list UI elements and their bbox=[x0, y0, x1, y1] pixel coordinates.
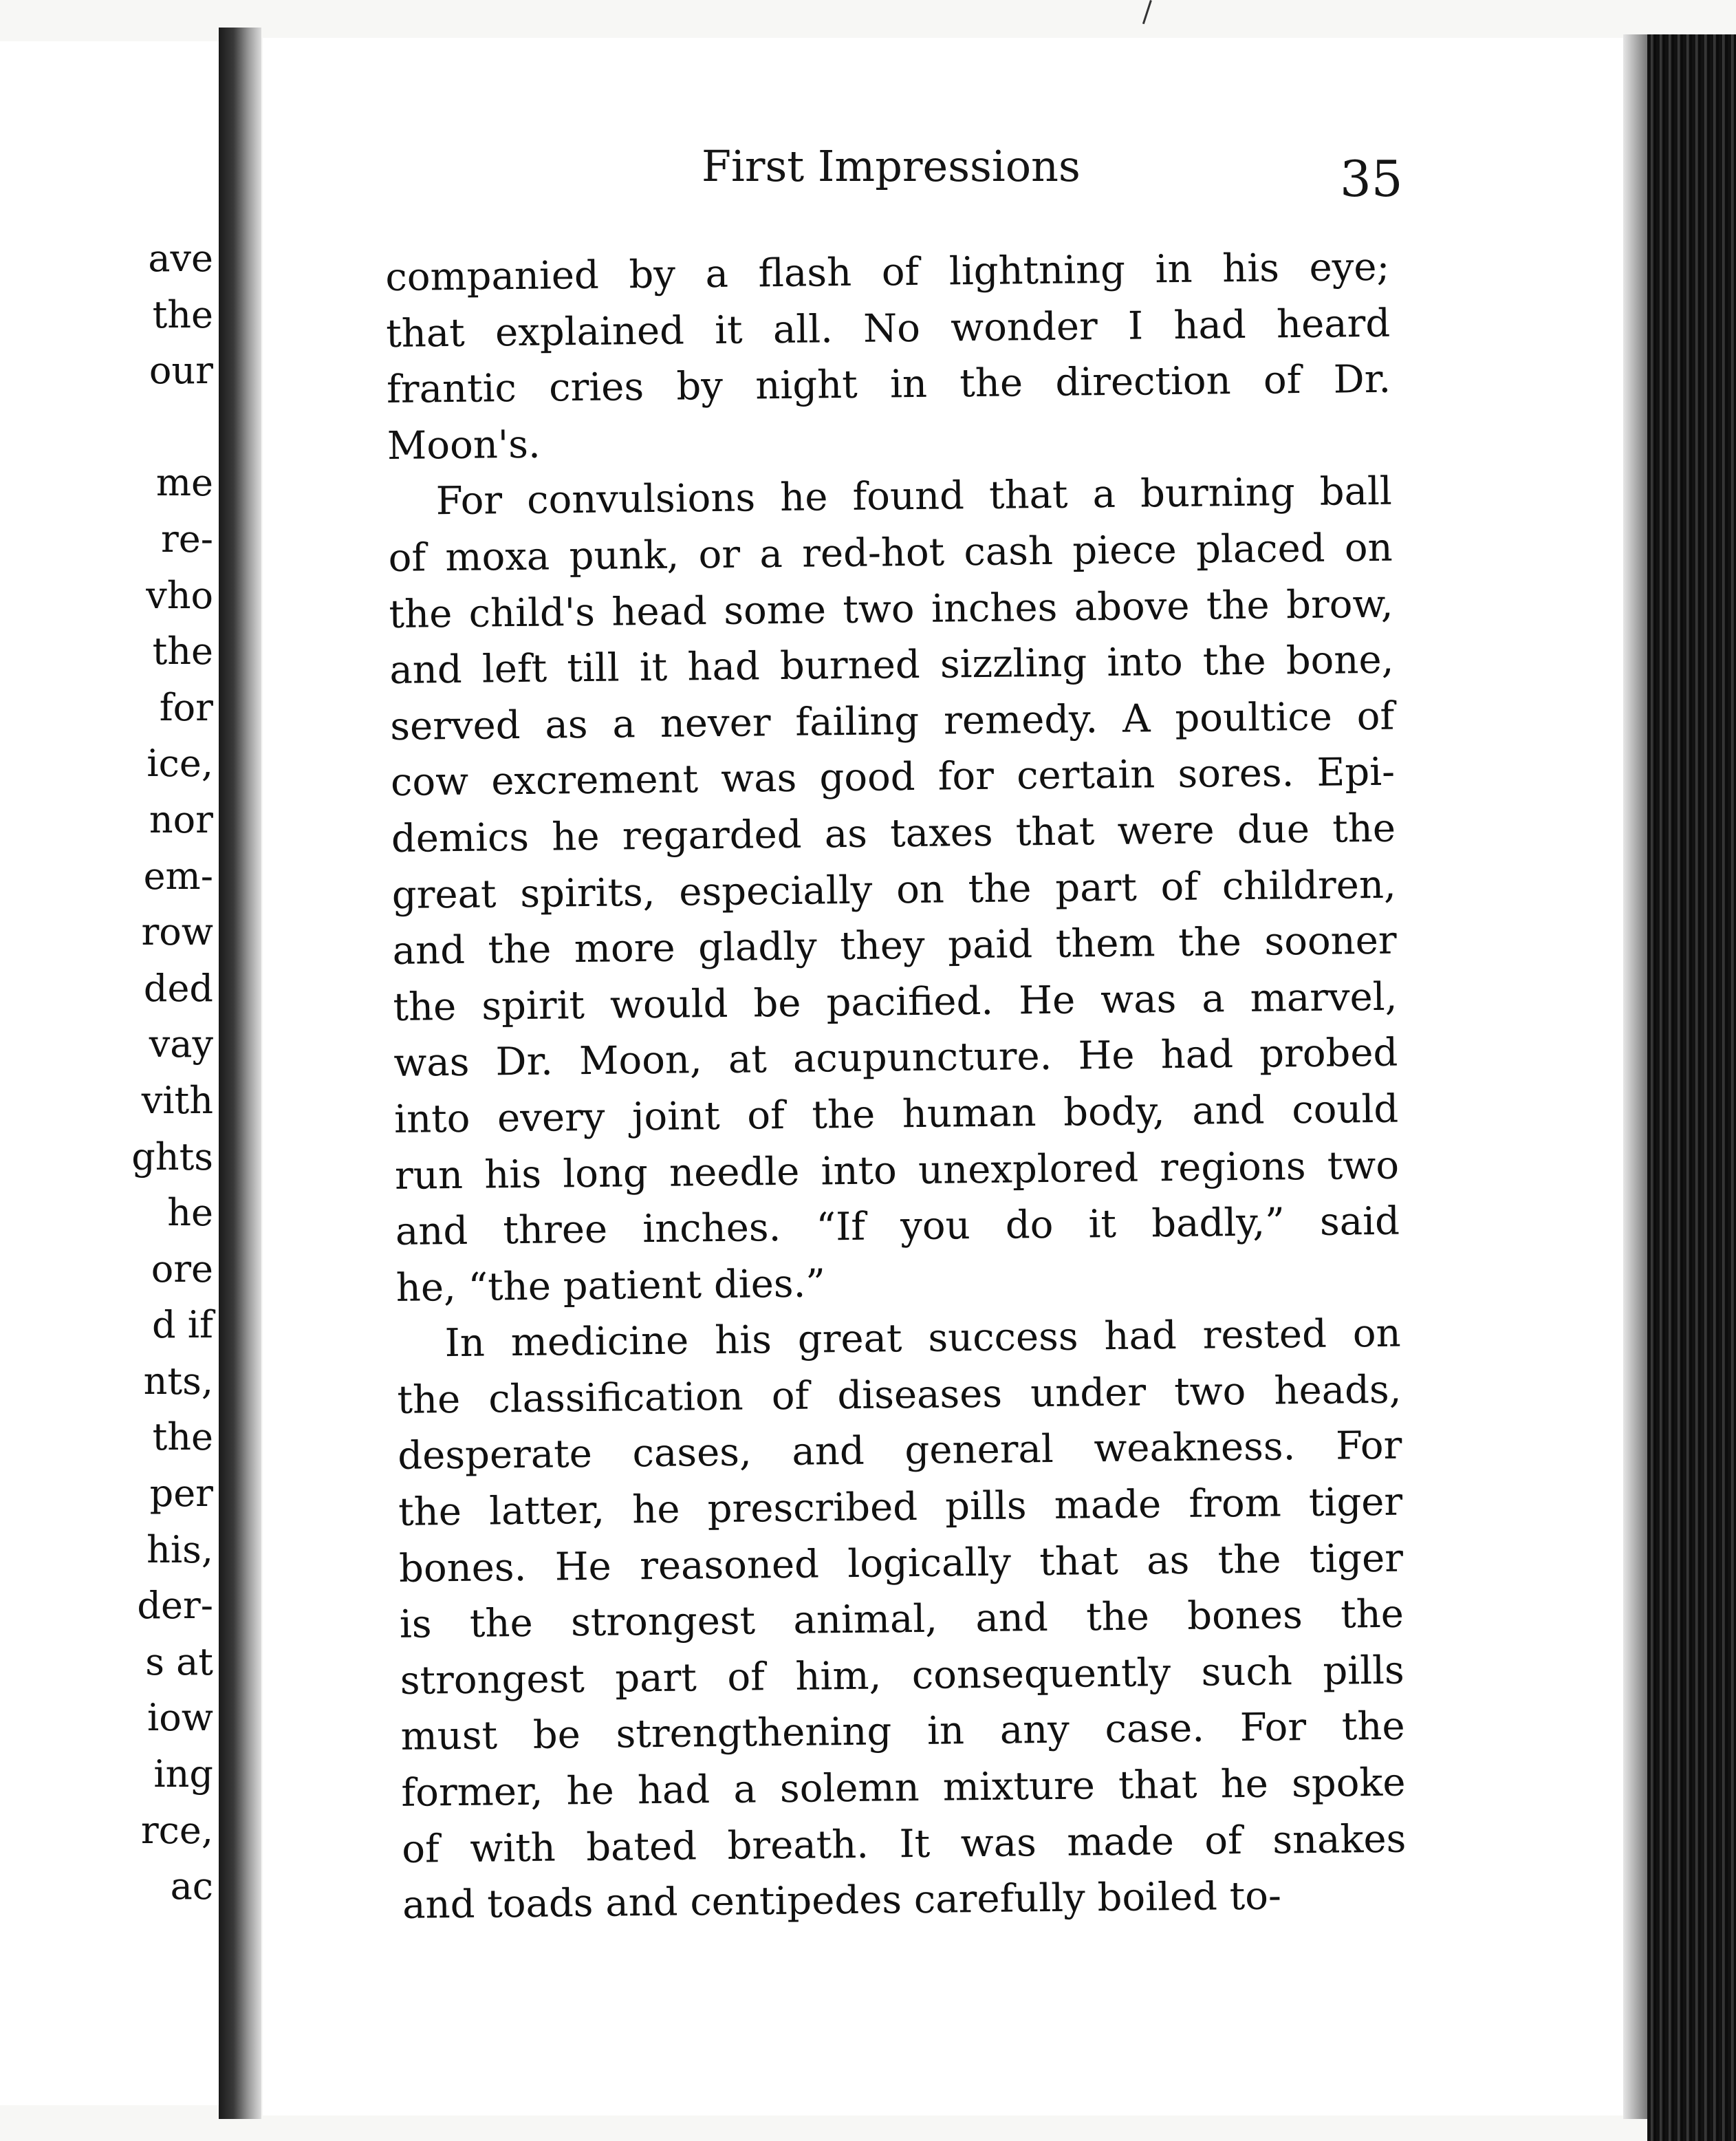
left-page-fragment: iow bbox=[147, 1696, 213, 1740]
left-page-fragment: he bbox=[167, 1191, 213, 1235]
left-page-text-fragments bbox=[0, 230, 213, 1915]
text-line: the classification of diseases under two heads, bbox=[397, 1367, 1402, 1423]
left-page-fragment: ded bbox=[143, 966, 213, 1010]
left-page-fragment: me bbox=[155, 461, 213, 505]
left-page-fragment: re- bbox=[160, 517, 213, 561]
left-page-fragment: d if bbox=[152, 1303, 213, 1347]
text-line: that explained it all. No wonder I had heard bbox=[385, 301, 1391, 356]
text-line: of with bated breath. It was made of snakes bbox=[402, 1816, 1407, 1872]
left-page-fragment: ing bbox=[153, 1752, 213, 1796]
scan-artifact bbox=[1142, 0, 1152, 24]
text-line: the latter, he prescribed pills made from tiger bbox=[398, 1479, 1403, 1535]
book-page-edges bbox=[1647, 34, 1736, 2141]
left-page-fragment: ghts bbox=[131, 1134, 213, 1179]
text-line: Moon's. bbox=[387, 422, 541, 469]
left-page-fragment: der- bbox=[137, 1584, 213, 1628]
text-line: demics he regarded as taxes that were due the bbox=[391, 806, 1396, 861]
text-line: former, he had a solemn mixture that he spoke bbox=[401, 1760, 1406, 1816]
left-page bbox=[0, 41, 220, 2105]
running-head: First Impressions bbox=[702, 141, 1081, 191]
left-page-fragment: per bbox=[149, 1472, 213, 1516]
text-line: served as a never failing remedy. A poultice of bbox=[389, 693, 1395, 749]
left-page-fragment: vho bbox=[146, 573, 213, 617]
left-page-fragment: our bbox=[149, 349, 213, 393]
text-line: run his long needle into unexplored regions two bbox=[394, 1143, 1400, 1198]
left-page-fragment: s at bbox=[145, 1639, 213, 1683]
text-line: and toads and centipedes carefully boiled to- bbox=[402, 1873, 1282, 1928]
left-page-fragment: nor bbox=[149, 797, 213, 841]
left-page-fragment: the bbox=[152, 630, 213, 674]
text-line: and three inches. “If you do it badly,” said bbox=[395, 1198, 1400, 1255]
text-line: he, “the patient dies.” bbox=[395, 1261, 826, 1311]
text-line: is the strongest animal, and the bones the bbox=[399, 1591, 1404, 1648]
text-line: the spirit would be pacified. He was a marvel, bbox=[393, 974, 1398, 1030]
text-line: was Dr. Moon, at acupuncture. He had probed bbox=[393, 1030, 1398, 1086]
page-number: 35 bbox=[1340, 150, 1403, 208]
text-line: and the more gladly they paid them the sooner bbox=[392, 918, 1397, 974]
text-line: desperate cases, and general weakness. For bbox=[398, 1423, 1402, 1479]
left-page-fragment bbox=[0, 399, 213, 455]
left-page-fragment: vay bbox=[149, 1022, 213, 1066]
left-page-fragment: his, bbox=[147, 1527, 213, 1571]
left-page-fragment: ore bbox=[151, 1247, 213, 1291]
text-line: must be strengthening in any case. For the bbox=[400, 1704, 1405, 1760]
book-gutter bbox=[219, 28, 261, 2119]
text-line: cow excrement was good for certain sores. Epi- bbox=[390, 750, 1396, 806]
left-page-fragment: rce, bbox=[140, 1808, 213, 1852]
text-line: For convulsions he found that a burning ball bbox=[435, 469, 1393, 524]
text-line: of moxa punk, or a red-hot cash piece placed on bbox=[388, 525, 1393, 581]
text-line: frantic cries by night in the direction of Dr. bbox=[386, 356, 1391, 413]
left-page-fragment: ice, bbox=[147, 742, 213, 786]
left-page-fragment: the bbox=[152, 1415, 213, 1459]
left-page-fragment: for bbox=[159, 685, 213, 729]
left-page-fragment: row bbox=[141, 910, 213, 954]
left-page-fragment: em- bbox=[143, 854, 213, 898]
left-page-fragment: the bbox=[152, 292, 213, 336]
paragraph bbox=[396, 1306, 1407, 1934]
page-edge-shadow bbox=[1623, 34, 1651, 2119]
text-line: great spirits, especially on the part of children, bbox=[391, 862, 1397, 918]
text-line: companied by a flash of lightning in his eye; bbox=[385, 244, 1390, 300]
left-page-fragment: vith bbox=[141, 1078, 213, 1122]
paragraph bbox=[385, 239, 1391, 475]
paragraph bbox=[387, 464, 1400, 1316]
text-line: and left till it had burned sizzling into the bone, bbox=[389, 637, 1394, 693]
text-line: In medicine his great success had rested on bbox=[444, 1311, 1401, 1366]
text-line: the child's head some two inches above the brow, bbox=[389, 581, 1393, 637]
left-page-fragment: nts, bbox=[143, 1359, 213, 1403]
left-page-fragment: ave bbox=[148, 237, 213, 280]
body-text bbox=[385, 239, 1407, 1934]
text-line: bones. He reasoned logically that as the tiger bbox=[398, 1536, 1404, 1591]
left-page-fragment: ac bbox=[170, 1864, 213, 1908]
text-line: into every joint of the human body, and could bbox=[393, 1086, 1399, 1142]
text-line: strongest part of him, consequently such pills bbox=[400, 1648, 1405, 1703]
